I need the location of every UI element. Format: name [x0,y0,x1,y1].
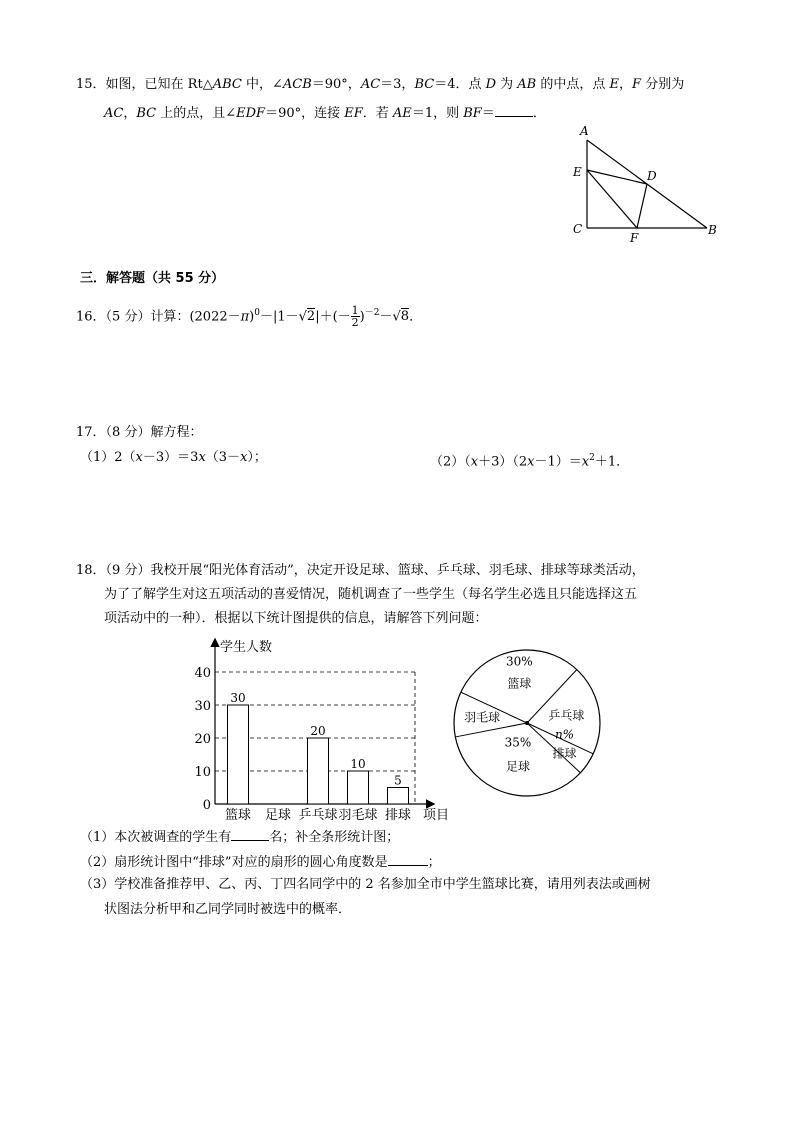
q18-sub3-line2: 状图法分析甲和乙同学同时被选中的概率． [104,902,352,917]
y-tick-label: 20 [194,732,211,747]
q15-number: 15． [76,77,106,92]
pie-slice-label: 足球 [505,759,530,774]
q18-number: 18． [76,563,106,578]
x-axis-label: 项目 [423,808,450,822]
x-tick-label: 足球 [264,808,292,822]
pie-slice-percent: 30% [506,654,533,669]
pie-slice-percent: 35% [504,735,532,750]
segment-df [637,184,647,228]
q17-title: 17．（8 分）解方程： [76,425,203,440]
q18-sub2: （2）扇形统计图中“排球”对应的扇形的圆心角度数是 ； [80,851,441,872]
q18-sub1: （1）本次被调查的学生有 名；补全条形统计图； [80,826,399,847]
bar-value-label: 30 [230,691,246,705]
fraction-one-half: $\frac{1}{2}$ [351,304,359,330]
label-f: F [630,231,639,245]
q18-line3: 项活动中的一种）．根据以下统计图提供的信息，请解答下列问题： [104,611,488,626]
bar-chart [185,632,460,822]
label-e: E [573,165,582,179]
pie-chart [452,645,608,805]
bar-value-label: 10 [350,757,366,771]
triangle-figure [560,118,730,248]
q16-line: 16．（5 分）计算：$(2022-\pi)^0-|1-√2|+(-$ $\frac{1}{2}$ )$^{-2}$－√8． [76,304,423,330]
label-a: A [580,124,589,138]
bar [388,788,409,805]
pie-slice-label: 篮球 [507,676,532,691]
pie-center [525,721,529,725]
y-tick-label: 10 [194,765,211,780]
answer-blank[interactable] [231,826,269,841]
q15-line2: AC，BC 上的点，且∠EDF＝90°，连接 EF．若 AE＝1，则 BF＝ ． [104,102,546,123]
x-tick-label: 乒乓球 [298,808,338,822]
y-tick-label: 40 [194,666,211,681]
bar [228,705,249,804]
label-b: B [708,223,717,237]
answer-blank[interactable] [388,851,428,866]
q16-number: 16． [76,309,106,325]
pie-slice-label: 排球 [552,746,577,761]
segment-ef [587,170,637,228]
q17-part1: （1）2（x－3）＝3x（3－x）； [80,450,267,465]
section-heading: 三．解答题（共 55 分） [80,271,225,286]
bar [308,738,329,804]
pie-slice-label: 羽毛球 [464,710,501,725]
pie-slice-label: 乒乓球 [548,708,585,723]
q18-line1: 18．（9 分）我校开展“阳光体育活动”，决定开设足球、篮球、乒乓球、羽毛球、排球等球类活动， [76,563,645,578]
bar-value-label: 5 [394,773,402,788]
q18-line2: 为了了解学生对这五项活动的喜爱情况，随机调查了一些学生（每名学生必选且只能选择这五 [104,587,638,602]
q18-sub3-line1: （3）学校准备推荐甲、乙、丙、丁四名同学中的 2 名参加全市中学生篮球比赛，请用列表法或画树 [80,877,651,892]
q17-number: 17． [76,425,106,440]
label-d: D [647,169,657,183]
pie-slice-percent: n% [554,727,575,742]
bar-value-label: 20 [310,724,326,738]
label-c: C [573,222,583,236]
y-tick-label: 30 [194,699,211,714]
answer-blank[interactable] [495,102,533,117]
sqrt-2: √2 [298,309,316,325]
q17-part2: $(2)(x+3)(2x-1)=x^2+1$． [430,453,630,470]
sqrt-8: √8 [392,309,410,325]
y-axis-label: 学生人数 [220,640,273,655]
x-tick-label: 羽毛球 [338,808,378,822]
x-tick-label: 篮球 [224,808,252,822]
x-tick-label: 排球 [384,808,412,822]
q15-line1: 15．如图，已知在 Rt△ABC 中，∠ACB＝90°，AC＝3，BC＝4．点 D 为 AB 的中点，点 E，F 分别为 [76,77,685,92]
y-tick-label: 0 [202,798,211,813]
bar [348,771,369,804]
